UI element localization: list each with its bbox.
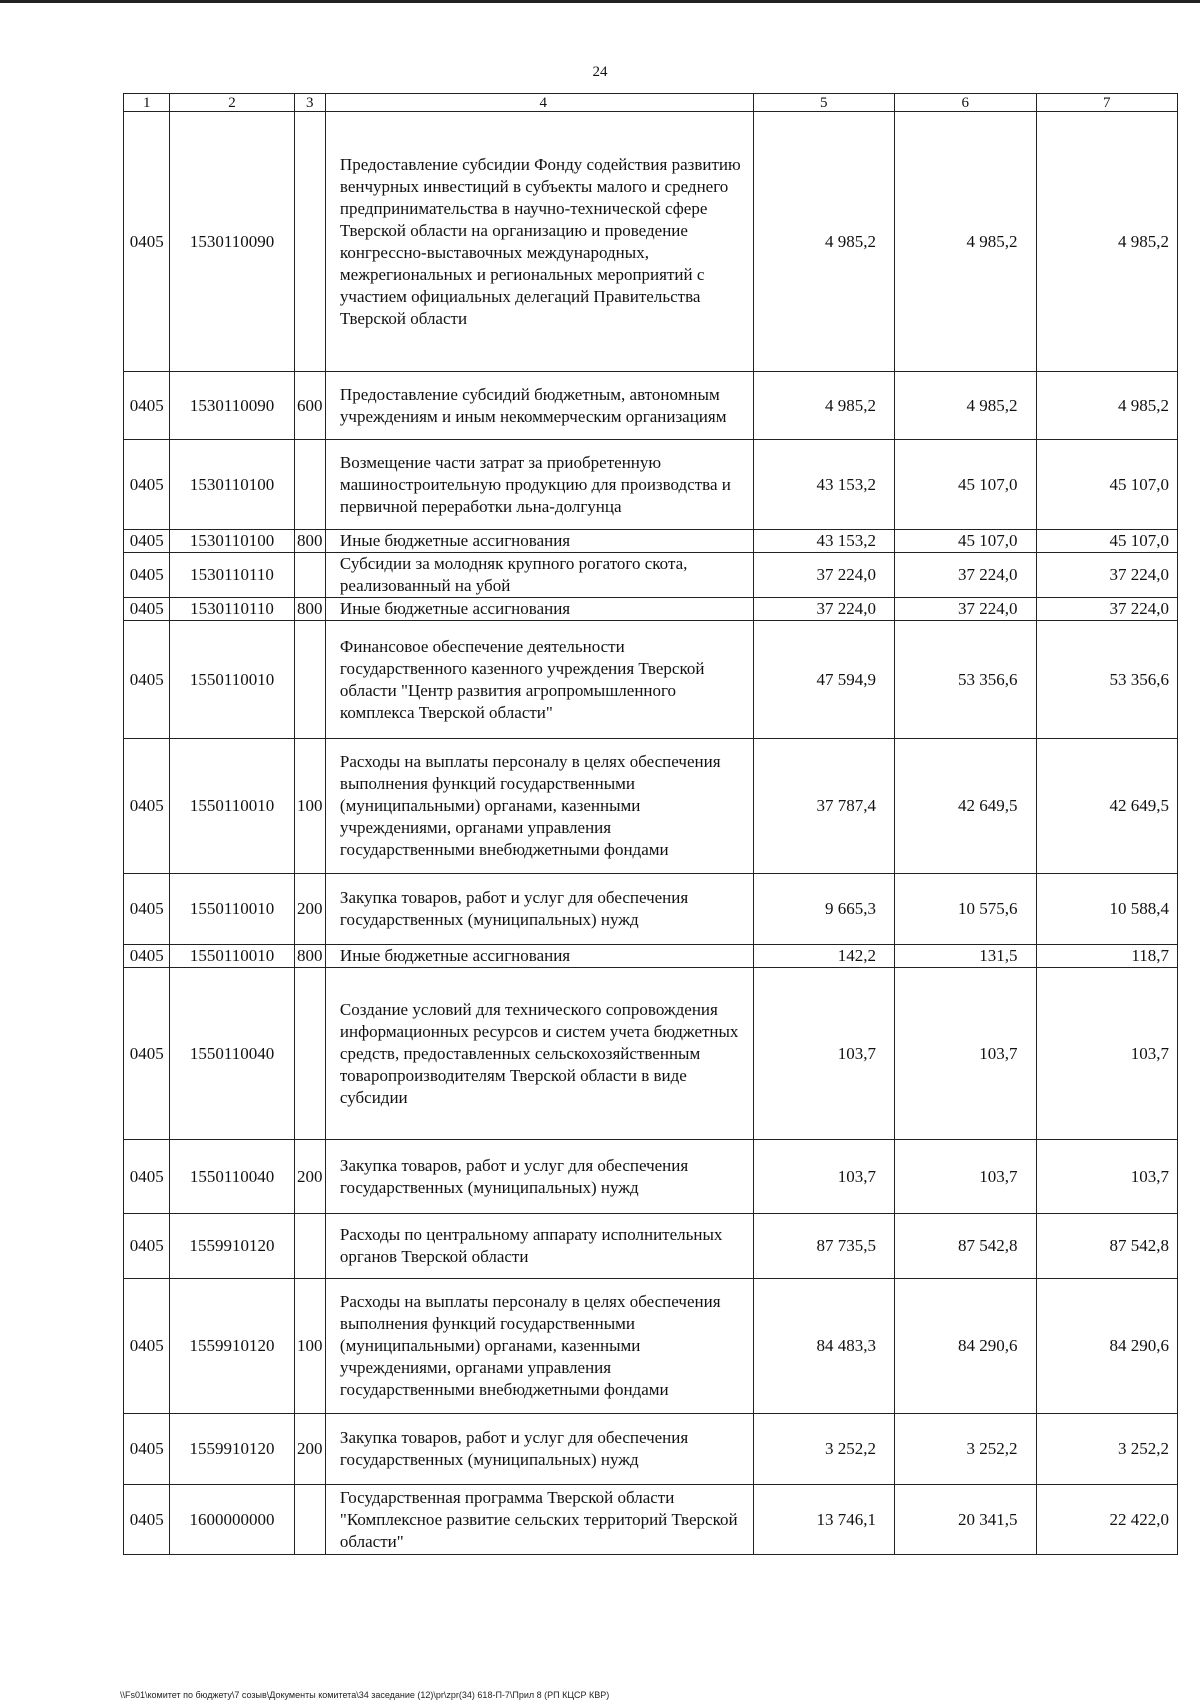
row-amount-col5: 87 735,5 bbox=[753, 1214, 894, 1279]
row-target-code: 1530110090 bbox=[170, 372, 294, 440]
row-section-code: 0405 bbox=[124, 621, 170, 739]
table-row bbox=[124, 945, 1178, 968]
row-amount-col7: 103,7 bbox=[1036, 968, 1178, 1140]
row-section-code: 0405 bbox=[124, 1414, 170, 1485]
row-amount-col6: 4 985,2 bbox=[895, 372, 1036, 440]
table-row bbox=[124, 112, 1178, 372]
row-amount-col7: 37 224,0 bbox=[1036, 598, 1178, 621]
row-description: Закупка товаров, работ и услуг для обеспечения государственных (муниципальных) нужд bbox=[325, 874, 753, 945]
row-amount-col7: 118,7 bbox=[1036, 945, 1178, 968]
row-amount-col5: 43 153,2 bbox=[753, 440, 894, 530]
row-amount-col7: 45 107,0 bbox=[1036, 530, 1178, 553]
column-header-4: 4 bbox=[325, 94, 753, 112]
row-target-code: 1530110100 bbox=[170, 530, 294, 553]
row-target-code: 1550110010 bbox=[170, 874, 294, 945]
table-row bbox=[124, 1214, 1178, 1279]
row-section-code: 0405 bbox=[124, 530, 170, 553]
row-expense-type: 100 bbox=[294, 1279, 325, 1414]
table-row bbox=[124, 874, 1178, 945]
row-amount-col6: 20 341,5 bbox=[895, 1485, 1036, 1555]
row-section-code: 0405 bbox=[124, 1140, 170, 1214]
row-target-code: 1550110010 bbox=[170, 621, 294, 739]
row-target-code: 1600000000 bbox=[170, 1485, 294, 1555]
file-path-footer: \\Fs01\комитет по бюджету\7 созыв\Документы комитета\34 заседание (12)\pr\zpr(34) 618-П-7\Прил 8 (РП КЦСР КВР) bbox=[120, 1690, 610, 1700]
row-amount-col5: 142,2 bbox=[753, 945, 894, 968]
table-row bbox=[124, 440, 1178, 530]
row-description: Расходы на выплаты персоналу в целях обеспечения выполнения функций государственными (муниципальными) органами, казенными учреждениями, органами управления государственными внебюджетными фондами bbox=[325, 739, 753, 874]
row-amount-col6: 131,5 bbox=[895, 945, 1036, 968]
row-amount-col7: 10 588,4 bbox=[1036, 874, 1178, 945]
table-row bbox=[124, 968, 1178, 1140]
column-header-2: 2 bbox=[170, 94, 294, 112]
row-section-code: 0405 bbox=[124, 1485, 170, 1555]
row-amount-col5: 4 985,2 bbox=[753, 372, 894, 440]
table-row bbox=[124, 553, 1178, 598]
row-amount-col7: 45 107,0 bbox=[1036, 440, 1178, 530]
row-description: Иные бюджетные ассигнования bbox=[325, 945, 753, 968]
row-amount-col7: 87 542,8 bbox=[1036, 1214, 1178, 1279]
column-header-1: 1 bbox=[124, 94, 170, 112]
row-expense-type bbox=[294, 968, 325, 1140]
row-description: Расходы на выплаты персоналу в целях обеспечения выполнения функций государственными (муниципальными) органами, казенными учреждениями, органами управления государственными внебюджетными фондами bbox=[325, 1279, 753, 1414]
row-amount-col6: 37 224,0 bbox=[895, 553, 1036, 598]
row-amount-col6: 45 107,0 bbox=[895, 530, 1036, 553]
row-amount-col6: 84 290,6 bbox=[895, 1279, 1036, 1414]
row-amount-col6: 42 649,5 bbox=[895, 739, 1036, 874]
row-description: Закупка товаров, работ и услуг для обеспечения государственных (муниципальных) нужд bbox=[325, 1140, 753, 1214]
row-amount-col5: 43 153,2 bbox=[753, 530, 894, 553]
row-target-code: 1550110040 bbox=[170, 968, 294, 1140]
table-row bbox=[124, 598, 1178, 621]
row-expense-type: 800 bbox=[294, 598, 325, 621]
row-section-code: 0405 bbox=[124, 598, 170, 621]
row-section-code: 0405 bbox=[124, 372, 170, 440]
row-amount-col7: 22 422,0 bbox=[1036, 1485, 1178, 1555]
row-amount-col6: 87 542,8 bbox=[895, 1214, 1036, 1279]
row-section-code: 0405 bbox=[124, 1279, 170, 1414]
row-target-code: 1530110110 bbox=[170, 553, 294, 598]
row-amount-col5: 103,7 bbox=[753, 968, 894, 1140]
table-row bbox=[124, 530, 1178, 553]
row-amount-col6: 4 985,2 bbox=[895, 112, 1036, 372]
row-description: Предоставление субсидии Фонду содействия развитию венчурных инвестиций в субъекты малого и среднего предпринимательства в научно-технической сфере Тверской области на организацию и проведение конгрессно-выставочных международных, межрегиональных и региональных мероприятий с участием официальных делегаций Правительства Тверской области bbox=[325, 112, 753, 372]
row-amount-col6: 103,7 bbox=[895, 1140, 1036, 1214]
column-header-5: 5 bbox=[753, 94, 894, 112]
row-expense-type bbox=[294, 112, 325, 372]
budget-table bbox=[123, 93, 1178, 1555]
row-target-code: 1559910120 bbox=[170, 1279, 294, 1414]
row-expense-type: 200 bbox=[294, 874, 325, 945]
row-description: Субсидии за молодняк крупного рогатого скота, реализованный на убой bbox=[325, 553, 753, 598]
table-row bbox=[124, 621, 1178, 739]
row-amount-col5: 4 985,2 bbox=[753, 112, 894, 372]
row-target-code: 1530110100 bbox=[170, 440, 294, 530]
row-description: Возмещение части затрат за приобретенную машиностроительную продукцию для производства и первичной переработки льна-долгунца bbox=[325, 440, 753, 530]
row-amount-col7: 42 649,5 bbox=[1036, 739, 1178, 874]
row-amount-col5: 103,7 bbox=[753, 1140, 894, 1214]
column-number-row bbox=[124, 94, 1178, 112]
row-section-code: 0405 bbox=[124, 112, 170, 372]
row-description: Закупка товаров, работ и услуг для обеспечения государственных (муниципальных) нужд bbox=[325, 1414, 753, 1485]
row-amount-col7: 84 290,6 bbox=[1036, 1279, 1178, 1414]
row-expense-type: 100 bbox=[294, 739, 325, 874]
row-target-code: 1550110040 bbox=[170, 1140, 294, 1214]
row-target-code: 1530110110 bbox=[170, 598, 294, 621]
row-amount-col7: 37 224,0 bbox=[1036, 553, 1178, 598]
row-amount-col5: 84 483,3 bbox=[753, 1279, 894, 1414]
row-amount-col6: 103,7 bbox=[895, 968, 1036, 1140]
row-amount-col6: 37 224,0 bbox=[895, 598, 1036, 621]
row-amount-col7: 53 356,6 bbox=[1036, 621, 1178, 739]
row-amount-col5: 47 594,9 bbox=[753, 621, 894, 739]
row-section-code: 0405 bbox=[124, 739, 170, 874]
row-expense-type bbox=[294, 1485, 325, 1555]
row-target-code: 1550110010 bbox=[170, 945, 294, 968]
row-amount-col7: 3 252,2 bbox=[1036, 1414, 1178, 1485]
row-description: Иные бюджетные ассигнования bbox=[325, 598, 753, 621]
row-description: Расходы по центральному аппарату исполнительных органов Тверской области bbox=[325, 1214, 753, 1279]
row-amount-col5: 37 787,4 bbox=[753, 739, 894, 874]
row-amount-col7: 4 985,2 bbox=[1036, 112, 1178, 372]
row-amount-col5: 3 252,2 bbox=[753, 1414, 894, 1485]
page-number: 24 bbox=[592, 64, 608, 80]
table-row bbox=[124, 1485, 1178, 1555]
row-amount-col6: 45 107,0 bbox=[895, 440, 1036, 530]
row-description: Иные бюджетные ассигнования bbox=[325, 530, 753, 553]
row-amount-col7: 103,7 bbox=[1036, 1140, 1178, 1214]
budget-table-body bbox=[124, 94, 1178, 1555]
row-description: Создание условий для технического сопровождения информационных ресурсов и систем учета бюджетных средств, предоставленных сельскохозяйственным товаропроизводителям Тверской области в виде субсидии bbox=[325, 968, 753, 1140]
row-amount-col6: 10 575,6 bbox=[895, 874, 1036, 945]
table-row bbox=[124, 739, 1178, 874]
row-expense-type: 200 bbox=[294, 1414, 325, 1485]
row-section-code: 0405 bbox=[124, 1214, 170, 1279]
row-expense-type: 600 bbox=[294, 372, 325, 440]
row-target-code: 1550110010 bbox=[170, 739, 294, 874]
row-amount-col5: 9 665,3 bbox=[753, 874, 894, 945]
row-target-code: 1559910120 bbox=[170, 1414, 294, 1485]
row-description: Предоставление субсидий бюджетным, автономным учреждениям и иным некоммерческим организациям bbox=[325, 372, 753, 440]
row-expense-type: 800 bbox=[294, 530, 325, 553]
row-section-code: 0405 bbox=[124, 945, 170, 968]
top-border-line bbox=[0, 0, 1200, 3]
row-target-code: 1559910120 bbox=[170, 1214, 294, 1279]
table-row bbox=[124, 1279, 1178, 1414]
row-expense-type: 800 bbox=[294, 945, 325, 968]
column-header-7: 7 bbox=[1036, 94, 1178, 112]
row-amount-col6: 3 252,2 bbox=[895, 1414, 1036, 1485]
row-description: Финансовое обеспечение деятельности государственного казенного учреждения Тверской области "Центр развития агропромышленного комплекса Тверской области" bbox=[325, 621, 753, 739]
row-expense-type: 200 bbox=[294, 1140, 325, 1214]
row-expense-type bbox=[294, 621, 325, 739]
row-description: Государственная программа Тверской области "Комплексное развитие сельских территорий Тверской области" bbox=[325, 1485, 753, 1555]
table-row bbox=[124, 372, 1178, 440]
table-row bbox=[124, 1140, 1178, 1214]
row-expense-type bbox=[294, 440, 325, 530]
table-row bbox=[124, 1414, 1178, 1485]
row-expense-type bbox=[294, 553, 325, 598]
row-section-code: 0405 bbox=[124, 440, 170, 530]
column-header-3: 3 bbox=[294, 94, 325, 112]
row-amount-col5: 13 746,1 bbox=[753, 1485, 894, 1555]
column-header-6: 6 bbox=[895, 94, 1036, 112]
row-amount-col5: 37 224,0 bbox=[753, 598, 894, 621]
row-section-code: 0405 bbox=[124, 874, 170, 945]
row-amount-col6: 53 356,6 bbox=[895, 621, 1036, 739]
row-amount-col5: 37 224,0 bbox=[753, 553, 894, 598]
row-target-code: 1530110090 bbox=[170, 112, 294, 372]
row-amount-col7: 4 985,2 bbox=[1036, 372, 1178, 440]
row-expense-type bbox=[294, 1214, 325, 1279]
row-section-code: 0405 bbox=[124, 968, 170, 1140]
row-section-code: 0405 bbox=[124, 553, 170, 598]
